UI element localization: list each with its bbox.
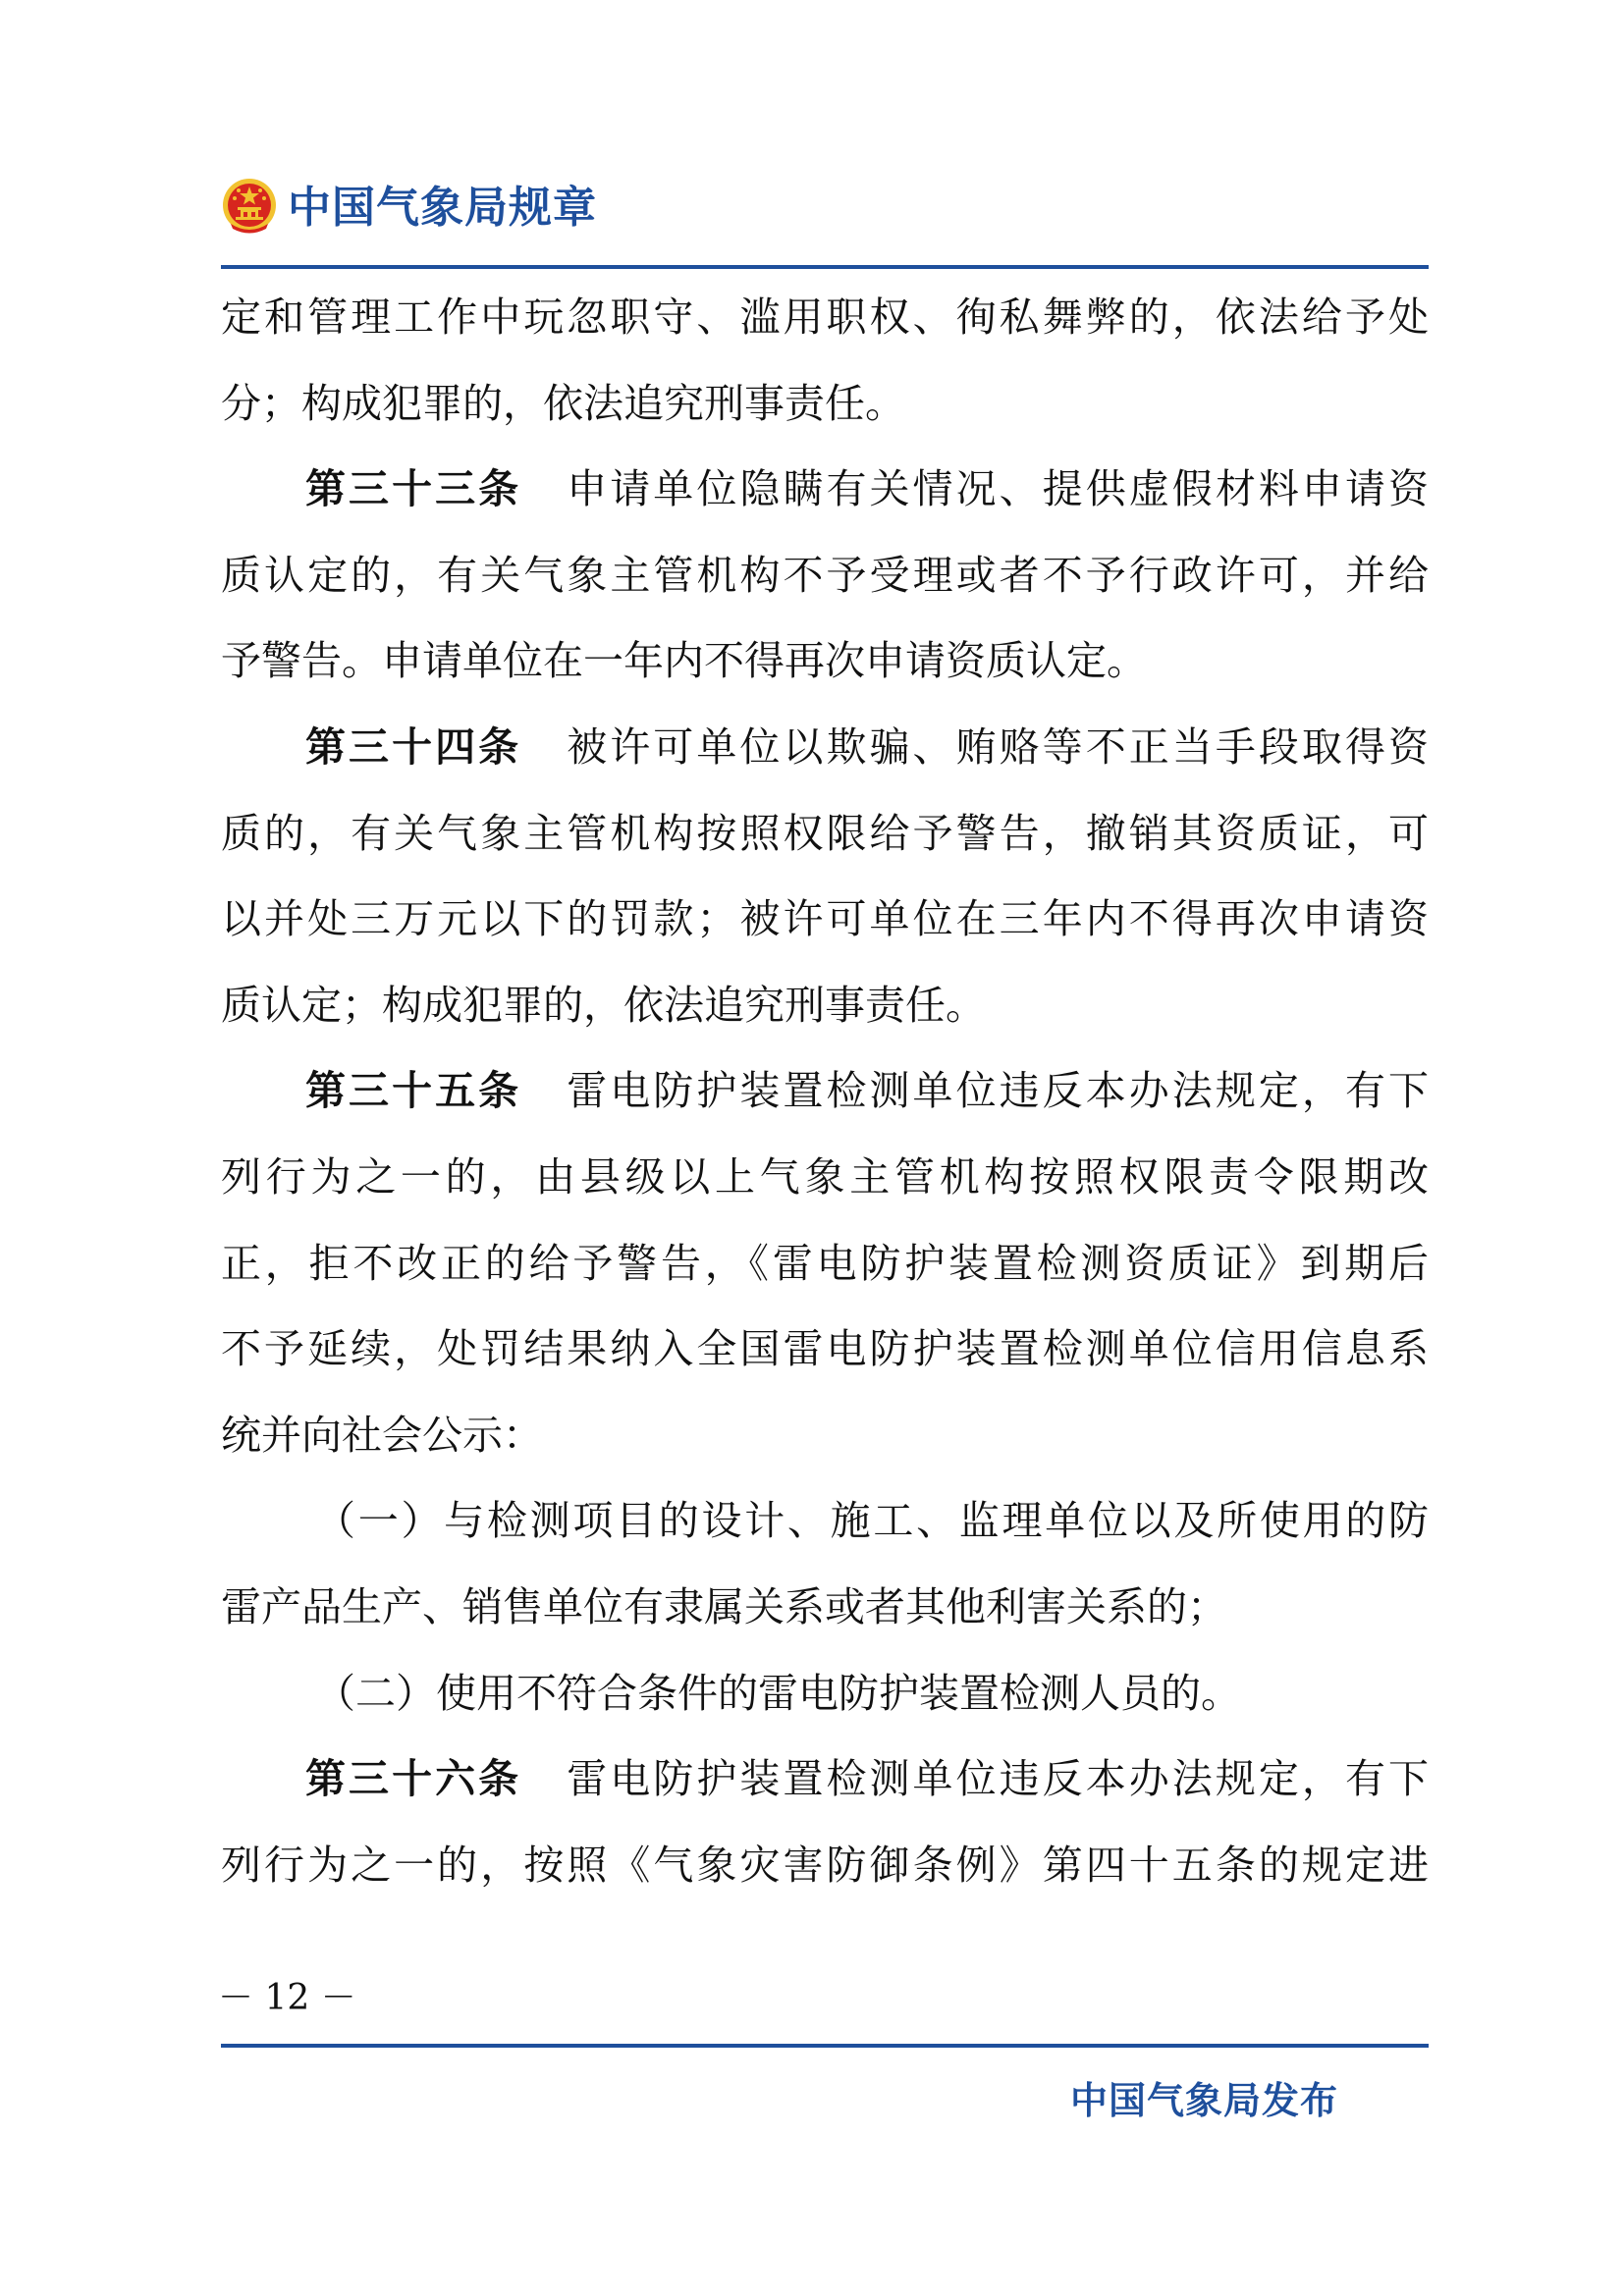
header-title: 中国气象局规章 [288,183,597,233]
text-line [221,361,1429,448]
line-text: 雷产品生产、销售单位有隶属关系或者其他利害关系的； [221,1582,1227,1630]
document-body [221,275,1429,1908]
line-text: 雷电防护装置检测单位违反本办法规定，有下 [567,1067,1429,1115]
line-text: 质认定；构成犯罪的，依法追究刑事责任。 [221,981,986,1029]
line-text: 列行为之一的，按照《气象灾害防御条例》第四十五条的规定进 [221,1841,1429,1889]
text-line [221,1135,1429,1221]
line-text: 分；构成犯罪的，依法追究刑事责任。 [221,379,905,427]
line-text: 质认定的，有关气象主管机构不予受理或者不予行政许可，并给 [221,551,1429,599]
article-34-heading-line [221,705,1429,791]
line-text: 质的，有关气象主管机构按照权限给予警告，撤销其资质证，可 [221,809,1429,857]
article-33-heading-line [221,447,1429,533]
line-text: （一）与检测项目的设计、施工、监理单位以及所使用的防 [315,1497,1429,1545]
text-line [221,275,1429,361]
text-line [221,1307,1429,1393]
text-line [221,1823,1429,1909]
text-line [221,877,1429,963]
text-line [221,618,1429,705]
footer-title: 中国气象局发布 [1070,2079,1339,2122]
article-number: 第三十四条 [305,722,522,771]
line-text: 正，拒不改正的给予警告，《雷电防护装置检测资质证》到期后 [221,1239,1429,1287]
line-text: 不予延续，处罚结果纳入全国雷电防护装置检测单位信用信息系 [221,1325,1429,1373]
page-number: － 12 － [218,1978,356,2018]
line-text: 申请单位隐瞒有关情况、提供虚假材料申请资 [567,465,1429,513]
text-line [221,791,1429,878]
text-line [221,1393,1429,1479]
list-item-line [221,1478,1429,1565]
line-text: 以并处三万元以下的罚款；被许可单位在三年内不得再次申请资 [221,895,1429,943]
article-number: 第三十三条 [305,465,522,513]
header-divider [221,265,1429,269]
list-item-line [221,1651,1429,1737]
text-line [221,963,1429,1049]
text-line [221,1221,1429,1308]
line-text: 雷电防护装置检测单位违反本办法规定，有下 [567,1755,1429,1803]
national-emblem-icon [221,177,278,238]
line-text: 统并向社会公示： [221,1411,543,1459]
line-text: 列行为之一的，由县级以上气象主管机构按照权限责令限期改 [221,1152,1429,1201]
page-header [221,175,1429,263]
line-text: （二）使用不符合条件的雷电防护装置检测人员的。 [315,1669,1241,1717]
article-36-heading-line [221,1736,1429,1823]
line-text: 被许可单位以欺骗、贿赂等不正当手段取得资 [567,722,1429,771]
text-line [221,1565,1429,1651]
article-number: 第三十五条 [305,1067,522,1115]
footer-divider [221,2044,1429,2048]
text-line [221,533,1429,619]
line-text: 予警告。申请单位在一年内不得再次申请资质认定。 [221,637,1147,685]
article-35-heading-line [221,1048,1429,1135]
article-number: 第三十六条 [305,1755,522,1803]
line-text: 定和管理工作中玩忽职守、滥用职权、徇私舞弊的，依法给予处 [221,294,1429,341]
